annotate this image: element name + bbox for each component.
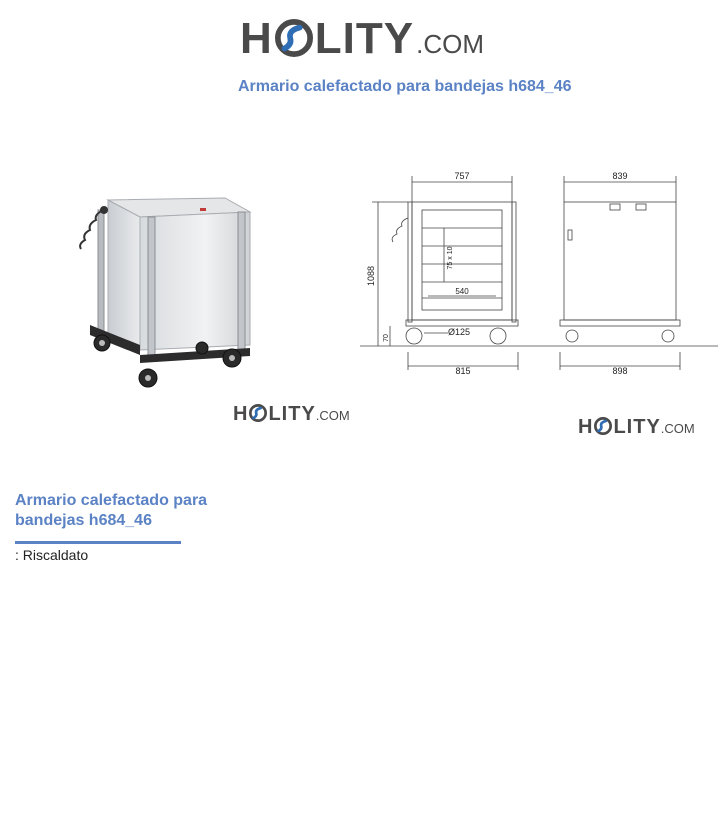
dim-wheel: Ø125 — [448, 327, 471, 337]
dim-side-base-width: 898 — [612, 366, 628, 376]
holity-logo[interactable] — [240, 14, 484, 64]
logo-letter-h: H — [240, 14, 273, 63]
page-title: Armario calefactado para bandejas h684_46 — [238, 78, 572, 95]
logo-word-lity: LITY — [613, 416, 661, 438]
logo-o-icon — [275, 19, 313, 57]
logo-domain: .COM — [660, 421, 695, 436]
logo-o-icon — [249, 404, 267, 422]
product-spec: : Riscaldato — [15, 547, 89, 563]
logo-domain: .COM — [315, 408, 350, 423]
product-photo — [0, 150, 350, 400]
photo-watermark-logo — [233, 402, 350, 426]
technical-drawing — [360, 168, 720, 378]
dim-base-height: 70 — [383, 334, 390, 342]
product-title: Armario calefactado para bandejas h684_46 — [15, 492, 208, 529]
dim-base-width: 815 — [455, 366, 471, 376]
logo-word-lity: LITY — [314, 14, 415, 63]
dim-tray-spacing: 75 x 10 — [447, 246, 454, 270]
dim-height: 1088 — [366, 265, 376, 287]
logo-o-icon — [594, 417, 612, 435]
title-underline — [15, 541, 181, 544]
drawing-watermark-logo — [578, 415, 695, 439]
logo-letter-h: H — [233, 403, 249, 425]
dim-top-width: 757 — [454, 171, 470, 181]
dim-inner-width: 540 — [455, 287, 469, 296]
dim-side-top-width: 839 — [612, 171, 628, 181]
logo-word-lity: LITY — [268, 403, 316, 425]
logo-letter-h: H — [578, 416, 594, 438]
logo-domain: .COM — [416, 29, 484, 59]
